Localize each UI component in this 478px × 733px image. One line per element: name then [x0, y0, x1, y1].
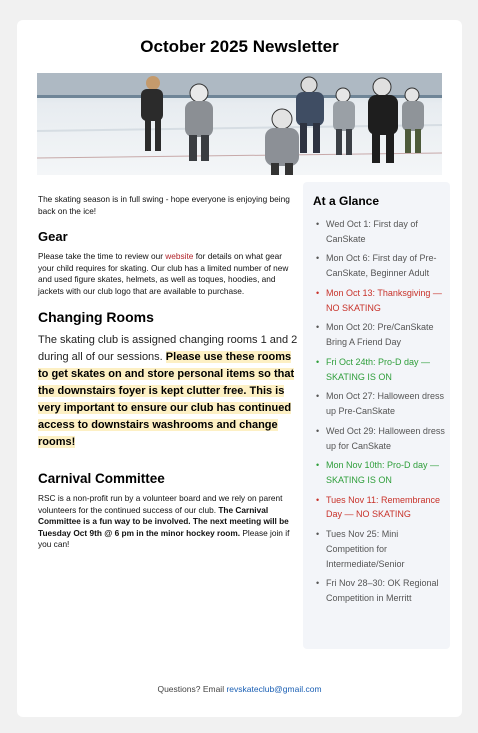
changing-rooms-text	[38, 332, 300, 451]
event-item: • Wed Oct 1: First day of CanSkate	[313, 217, 445, 246]
hero-image-skating-kids	[37, 73, 442, 175]
event-item: • Wed Oct 29: Halloween dress up for CanSkate	[313, 424, 445, 453]
gear-text-before: Please take the time to review our	[38, 251, 166, 261]
gear-text	[38, 251, 300, 297]
event-item: • Fri Oct 24th: Pro-D day — SKATING IS ON	[313, 355, 445, 384]
event-list	[313, 217, 445, 611]
event-item: • Mon Oct 20: Pre/CanSkate Bring A Friend Day	[313, 320, 445, 349]
event-item: • Mon Oct 27: Halloween dress up Pre-CanSkate	[313, 389, 445, 418]
sidebar-title: At a Glance	[313, 194, 380, 208]
event-item: • Mon Oct 6: First day of Pre-CanSkate, Beginner Adult	[313, 251, 445, 280]
newsletter-title: October 2025 Newsletter	[140, 37, 339, 56]
carnival-meeting-info: The Carnival Committee is a fun way to be involved. The next meeting will be Tuesday Oct 9th @ 6 pm in the minor hockey room.	[38, 504, 289, 538]
changing-rooms-heading: Changing Rooms	[38, 309, 154, 325]
carnival-text-end: Please join if you can!	[38, 527, 290, 549]
changing-rooms-highlight: Please use these rooms to get skates on and store personal items so that the downstairs foyer is kept clutter free. This is very important to ensure our club has continued access to downstairs washrooms and change rooms!	[38, 351, 295, 448]
event-item: • Tues Nov 25: Mini Competition for Intermediate/Senior	[313, 527, 445, 571]
footer-text: Questions? Email	[157, 684, 227, 694]
carnival-committee-text	[38, 493, 300, 551]
event-item: • Fri Nov 28–30: OK Regional Competition in Merritt	[313, 576, 445, 605]
website-link[interactable]: website	[165, 251, 194, 261]
carnival-committee-heading: Carnival Committee	[38, 471, 165, 486]
main-content	[38, 194, 300, 551]
gear-text-after: for details on what gear your child requires for skating. Our club has a limited number of new and used figure skates, helmets, as well as toques, hoodies, and jackets with our club logo that are available to purchase.	[38, 251, 289, 296]
changing-rooms-intro: The skating club is assigned changing rooms 1 and 2 during all of our sessions.	[38, 334, 298, 363]
gear-heading: Gear	[38, 229, 68, 244]
intro-text: The skating season is in full swing - hope everyone is enjoying being back on the ice!	[38, 194, 290, 216]
event-item: • Tues Nov 11: Remembrance Day — NO SKATING	[313, 493, 445, 522]
event-item: • Mon Nov 10th: Pro-D day — SKATING IS ON	[313, 458, 445, 487]
email-link[interactable]: revskateclub@gmail.com	[226, 684, 322, 694]
at-a-glance-sidebar	[303, 182, 450, 649]
newsletter-card	[17, 20, 462, 717]
carnival-text: RSC is a non-profit run by a volunteer board and we rely on parent volunteers for the continued success of our club.	[38, 493, 283, 515]
event-item: • Mon Oct 13: Thanksgiving — NO SKATING	[313, 286, 445, 315]
footer	[17, 684, 462, 694]
